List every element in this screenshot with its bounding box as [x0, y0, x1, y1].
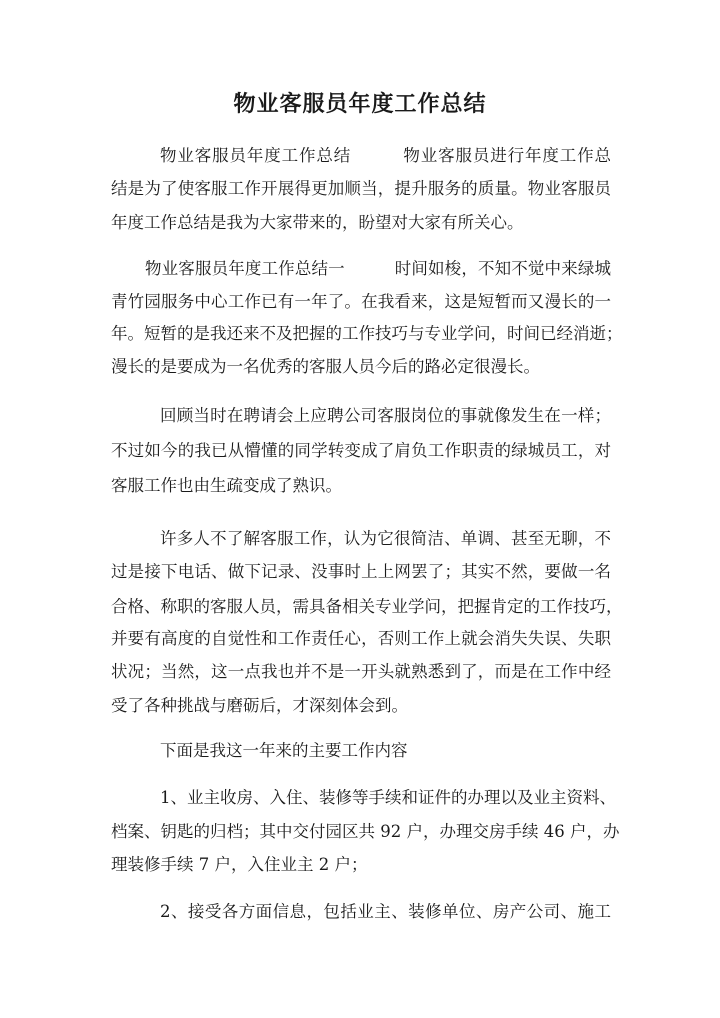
- text-line: 状况；当然，这一点我也并不是一开头就熟悉到了，而是在工作中经: [111, 662, 611, 681]
- text-line: 年。短暂的是我还来不及把握的工作技巧与专业学问，时间已经消逝；: [111, 324, 623, 343]
- text-line: 结是为了使客服工作开展得更加顺当，提升服务的质量。物业客服员: [111, 179, 611, 198]
- document-title: 物业客服员年度工作总结: [233, 91, 487, 117]
- text-line: 许多人不了解客服工作，认为它很简洁、单调、甚至无聊，不: [160, 529, 611, 548]
- text-line: 客服工作也由生疏变成了熟识。: [111, 476, 342, 495]
- text-line: 2、接受各方面信息，包括业主、装修单位、房产公司、施工: [160, 902, 611, 921]
- text-line: 回顾当时在聘请会上应聘公司客服岗位的事就像发生在一样；: [160, 406, 611, 425]
- text-line: 物业客服员年度工作总结 物业客服员进行年度工作总: [160, 146, 611, 165]
- text-line: 青竹园服务中心工作已有一年了。在我看来，这是短暂而又漫长的一: [111, 292, 611, 311]
- text-line: 并要有高度的自觉性和工作责任心，否则工作上就会消失失误、失职: [111, 629, 611, 648]
- text-line: 1、业主收房、入住、装修等手续和证件的办理以及业主资料、: [160, 788, 616, 807]
- text-line: 受了各种挑战与磨砺后，才深刻体会到。: [111, 696, 408, 715]
- text-line: 合格、称职的客服人员，需具备相关专业学问，把握肯定的工作技巧，: [111, 597, 623, 616]
- text-line: 不过如今的我已从懵懂的同学转变成了肩负工作职责的绿城员工，对: [111, 441, 611, 460]
- text-line: 年度工作总结是我为大家带来的，盼望对大家有所关心。: [111, 213, 524, 232]
- text-line: 物业客服员年度工作总结一 时间如梭，不知不觉中来绿城: [145, 259, 611, 278]
- text-line: 档案、钥匙的归档；其中交付园区共 92 户，办理交房手续 46 户，办: [111, 822, 620, 841]
- text-line: 下面是我这一年来的主要工作内容: [160, 741, 408, 760]
- text-line: 理装修手续 7 户，入住业主 2 户；: [111, 855, 368, 874]
- text-line: 过是接下电话、做下记录、没事时上上网罢了；其实不然，要做一名: [111, 562, 611, 581]
- text-line: 漫长的是要成为一名优秀的客服人员今后的路必定很漫长。: [111, 357, 540, 376]
